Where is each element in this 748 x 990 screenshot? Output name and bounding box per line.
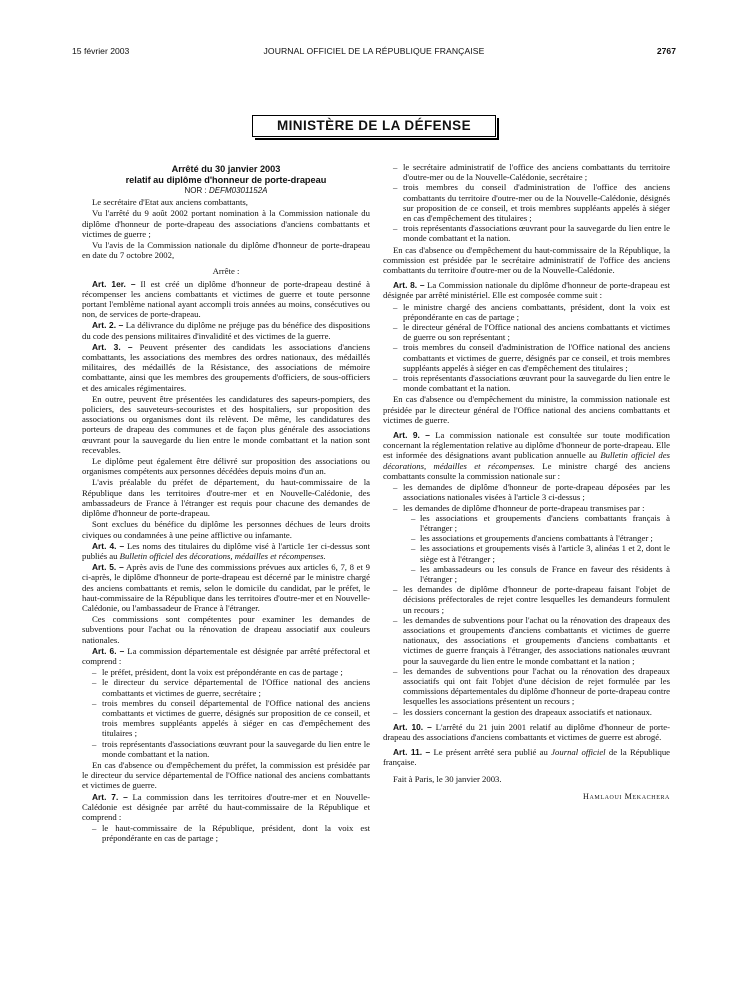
list-item: – trois membres du conseil d'administration de l'office des anciens combattants du territoire d'outre-mer ou de la Nouvelle-Calédonie, désignés sur proposition de ce conseil, et trois membres suppléants appelés à siéger en cas d'empêchement des titulaires ; xyxy=(393,182,670,223)
signing-place-date: Fait à Paris, le 30 janvier 2003. xyxy=(393,773,502,784)
page-number: 2767 xyxy=(656,46,676,56)
list-item: – trois représentants d'associations œuvrant pour la sauvegarde du lien entre le monde combattant et la nation. xyxy=(393,373,670,393)
article-9 xyxy=(383,430,670,481)
article-10 xyxy=(383,722,670,742)
article-1 xyxy=(82,279,370,320)
list-item: – les dossiers concernant la gestion des drapeaux associatifs et nationaux. xyxy=(393,707,670,717)
nor-label: NOR : xyxy=(184,186,207,195)
signature: Hamlaoui Mekachera xyxy=(582,791,670,801)
article-8 xyxy=(383,280,670,300)
list-item: – le directeur général de l'Office national des anciens combattants et victimes de guerre ou son représentant ; xyxy=(393,322,670,342)
sublist-item: – les ambassadeurs ou les consuls de France en faveur des résidents à l'étranger ; xyxy=(411,564,670,584)
article-text: Les noms des titulaires du diplôme visé à l'article 1er ci-dessus sont publiés au xyxy=(82,540,370,561)
paragraph: L'avis préalable du préfet de département, du haut-commissaire de la République dans les territoires d'outre-mer et en Nouvelle-Calédonie, des ambassadeurs de France à l'étranger est requis pour chacune des demandes de diplôme d'honneur de porte-drapeau. xyxy=(82,477,370,519)
article-label: Art. 4. – xyxy=(92,540,125,551)
arrete-title-line1: Arrêté du 30 janvier 2003 xyxy=(171,164,281,174)
list-item: – trois représentants d'associations œuvrant pour la sauvegarde du lien entre le monde combattant et la nation. xyxy=(92,739,370,759)
journal-officiel-title: Journal officiel xyxy=(551,747,606,758)
article-7-list-continued xyxy=(383,162,670,244)
list-item: – les demandes de subventions pour l'achat ou la rénovation des drapeaux des associations et groupements d'anciens combattants et victimes de guerre nationaux, des associations et groupements d'anciens combattants et victimes de guerre français à l'étranger, des associations nationales œuvrant pour la sauvegarde du lien entre le monde combattant et la nation ; xyxy=(393,615,670,666)
article-text: La commission départementale est désignée par arrêté préfectoral et comprend : xyxy=(82,645,370,666)
list-item: – le haut-commissaire de la République, président, dont la voix est prépondérante en cas de partage ; xyxy=(92,823,370,843)
article-text: L'arrêté du 21 juin 2001 relatif au diplôme d'honneur de porte-drapeau des associations d'anciens combattants et victimes de guerre est abrogé. xyxy=(383,721,670,742)
article-text: de la République française. xyxy=(383,747,671,768)
list-item: – le directeur du service départemental de l'Office national des anciens combattants et victimes de guerre, secrétaire ; xyxy=(92,677,370,697)
nor-reference xyxy=(82,186,370,196)
journal-title: JOURNAL OFFICIEL DE LA RÉPUBLIQUE FRANÇAISE xyxy=(263,46,485,56)
article-text: Peuvent présenter des candidats les associations d'anciens combattants, les associations des membres des ordres nationaux, des médaillés militaires, des médaillés de la Résistance, des associations de mémoire combattante, ainsi que les membres des groupements d'officiers, de sous-officiers et des amicales régimentaires. xyxy=(82,341,370,393)
bulletin-title: Bulletin officiel des décorations, médailles et récompenses. xyxy=(119,550,326,561)
article-text: La délivrance du diplôme ne préjuge pas du bénéfice des dispositions du code des pensions militaires d'invalidité et des victimes de la guerre. xyxy=(82,320,370,341)
article-text: Il est créé un diplôme d'honneur de porte-drapeau destiné à récompenser les anciens combattants et victimes de guerre et toute personne portant l'emblème national ayant accompli trois années au moins, consécutives ou non, de services de porte-drapeau. xyxy=(82,278,370,320)
article-7-list xyxy=(82,823,370,843)
paragraph: Vu l'avis de la Commission nationale du diplôme d'honneur de porte-drapeau en date du 7 octobre 2002, xyxy=(82,240,370,261)
paragraph: En cas d'absence ou d'empêchement du ministre, la commission nationale est présidée par le directeur général de l'Office national des anciens combattants et victimes de guerre. xyxy=(383,394,670,425)
article-label: Art. 8. – xyxy=(393,280,425,291)
list-item: – les demandes de subventions pour l'achat ou la rénovation des drapeaux associatifs qui ont fait l'objet d'une décision de rejet formulée par les commissions départementales du diplôme d'honneur de porte-drapeau contre lesquelles les associations présentent un recours ; xyxy=(393,666,670,707)
article-7 xyxy=(82,792,370,823)
article-label: Art. 6. – xyxy=(92,645,125,656)
header-date: 15 février 2003 xyxy=(72,46,130,56)
article-label: Art. 1er. – xyxy=(92,278,136,289)
article-text: La commission dans les territoires d'outre-mer et en Nouvelle-Calédonie est désignée par arrêté du haut-commissaire de la République et comprend : xyxy=(82,791,370,822)
article-label: Art. 3. – xyxy=(92,341,133,352)
article-text: La commission nationale est consultée sur toute modification concernant la réglementation relative au diplôme d'honneur de porte-drapeau. Elle est informée des désignations avant publication annuelle au xyxy=(383,430,670,461)
arrete-title-line2: relatif au diplôme d'honneur de porte-drapeau xyxy=(125,175,327,185)
paragraph: Vu l'arrêté du 9 août 2002 portant nomination à la Commission nationale du diplôme d'honneur de porte-drapeau des associations d'anciens combattants et victimes de guerre ; xyxy=(82,208,370,239)
paragraph: En cas d'absence ou d'empêchement du préfet, la commission est présidée par le directeur du service départemental de l'Office national des anciens combattants et victimes de guerre. xyxy=(82,759,370,791)
article-6 xyxy=(82,646,370,666)
article-3 xyxy=(82,342,370,393)
paragraph: Le secrétaire d'Etat aux anciens combattants, xyxy=(92,197,248,208)
list-item: – le ministre chargé des anciens combattants, président, dont la voix est prépondérante en cas de partage ; xyxy=(393,302,670,322)
article-4 xyxy=(82,541,370,561)
article-2 xyxy=(82,320,370,340)
article-text: La Commission nationale du diplôme d'honneur de porte-drapeau est désignée par arrêté ministériel. Elle est composée comme suit : xyxy=(383,280,670,301)
list-item: – le secrétaire administratif de l'office des anciens combattants du territoire d'outre-mer ou de la Nouvelle-Calédonie, secrétaire ; xyxy=(393,162,670,182)
article-11 xyxy=(383,747,670,767)
paragraph: Ces commissions sont compétentes pour examiner les demandes de subventions pour l'achat ou la rénovation de drapeau associatif aux couleurs nationales. xyxy=(82,614,370,645)
list-item: – trois membres du conseil départemental de l'Office national des anciens combattants et victimes de guerre, désignés sur proposition de ce conseil, et trois membres suppléants appelés à siéger en cas d'empêchement des titulaires ; xyxy=(92,698,370,739)
article-label: Art. 10. – xyxy=(393,721,432,732)
list-item xyxy=(393,503,670,585)
article-9-sublist xyxy=(403,513,670,584)
list-item: – trois membres du conseil d'administration de l'Office national des anciens combattants et victimes de guerre, désignés par ce conseil, et trois membres suppléants appelés à siéger en cas d'empêchement des titulaires ; xyxy=(393,342,670,373)
paragraph: Le diplôme peut également être délivré sur proposition des associations ou organismes compétents aux personnes décédées depuis moins d'un an. xyxy=(82,456,370,477)
list-item: – le préfet, président, dont la voix est prépondérante en cas de partage ; xyxy=(92,667,370,677)
ministry-title: MINISTÈRE DE LA DÉFENSE xyxy=(252,115,496,137)
paragraph: En cas d'absence ou d'empêchement du haut-commissaire de la République, la commission est présidée par le secrétaire administratif de l'office des anciens combattants du territoire d'outre-mer ou de la Nouvelle-Calédonie. xyxy=(383,244,670,276)
sublist-item: – les associations et groupements d'anciens combattants à l'étranger ; xyxy=(411,533,670,543)
sublist-item: – les associations et groupements visés à l'article 3, alinéas 1 et 2, dont le siège est à l'étranger ; xyxy=(411,543,670,563)
article-label: Art. 7. – xyxy=(92,791,128,802)
list-item: – les demandes de diplôme d'honneur de porte-drapeau faisant l'objet de décisions préfectorales de rejet contre lesquelles les demandeurs formulent un recours ; xyxy=(393,584,670,615)
page-header xyxy=(0,46,748,60)
nor-code: DEFM0301152A xyxy=(208,186,268,195)
article-5 xyxy=(82,562,370,613)
article-text: Après avis de l'une des commissions prévues aux articles 6, 7, 8 et 9 ci-après, le diplôme d'honneur de porte-drapeau est décerné par le ministre chargé des anciens combattants et remis, selon le domicile du candidat, par le préfet, le haut-commissaire de la République dans les territoires d'outre-mer et en Nouvelle-Calédonie, ou l'ambassadeur de France à l'étranger. xyxy=(82,562,370,613)
left-column xyxy=(82,164,370,845)
article-label: Art. 5. – xyxy=(92,562,124,573)
bulletin-title: Bulletin officiel des décorations, médailles et récompenses. xyxy=(383,450,670,471)
article-label: Art. 9. – xyxy=(393,430,430,441)
list-item-text: les demandes de diplôme d'honneur de porte-drapeau transmises par : xyxy=(403,502,645,513)
paragraph: Sont exclues du bénéfice du diplôme les personnes déchues de leurs droits civiques ou condamnées à une peine afflictive ou infamante. xyxy=(82,519,370,540)
article-text: Le présent arrêté sera publié au xyxy=(433,747,548,758)
article-9-list xyxy=(383,482,670,717)
article-text: Le ministre chargé des anciens combattants consulte la commission nationale sur : xyxy=(383,460,670,481)
article-8-list xyxy=(383,302,670,394)
article-6-list xyxy=(82,667,370,759)
right-column xyxy=(383,162,670,803)
list-item: – les demandes de diplôme d'honneur de porte-drapeau déposées par les associations nationales visées à l'article 3 ci-dessus ; xyxy=(393,482,670,502)
arrete-formula: Arrête : xyxy=(212,266,240,277)
article-label: Art. 2. – xyxy=(92,320,124,331)
paragraph: En outre, peuvent être présentées les candidatures des sapeurs-pompiers, des policiers, des sauveteurs-secouristes et des hospitaliers, sur proposition des associations ou organismes dont ils relèvent. De même, les candidatures des porteurs de drapeau des communes et de façon plus générale des associations œuvrant pour la sauvegarde du lien entre le monde combattant et la nation sont recevables. xyxy=(82,393,370,455)
sublist-item: – les associations et groupements d'anciens combattants français à l'étranger ; xyxy=(411,513,670,533)
article-label: Art. 11. – xyxy=(393,747,431,758)
list-item: – trois représentants d'associations œuvrant pour la sauvegarde du lien entre le monde combattant et la nation. xyxy=(393,223,670,243)
